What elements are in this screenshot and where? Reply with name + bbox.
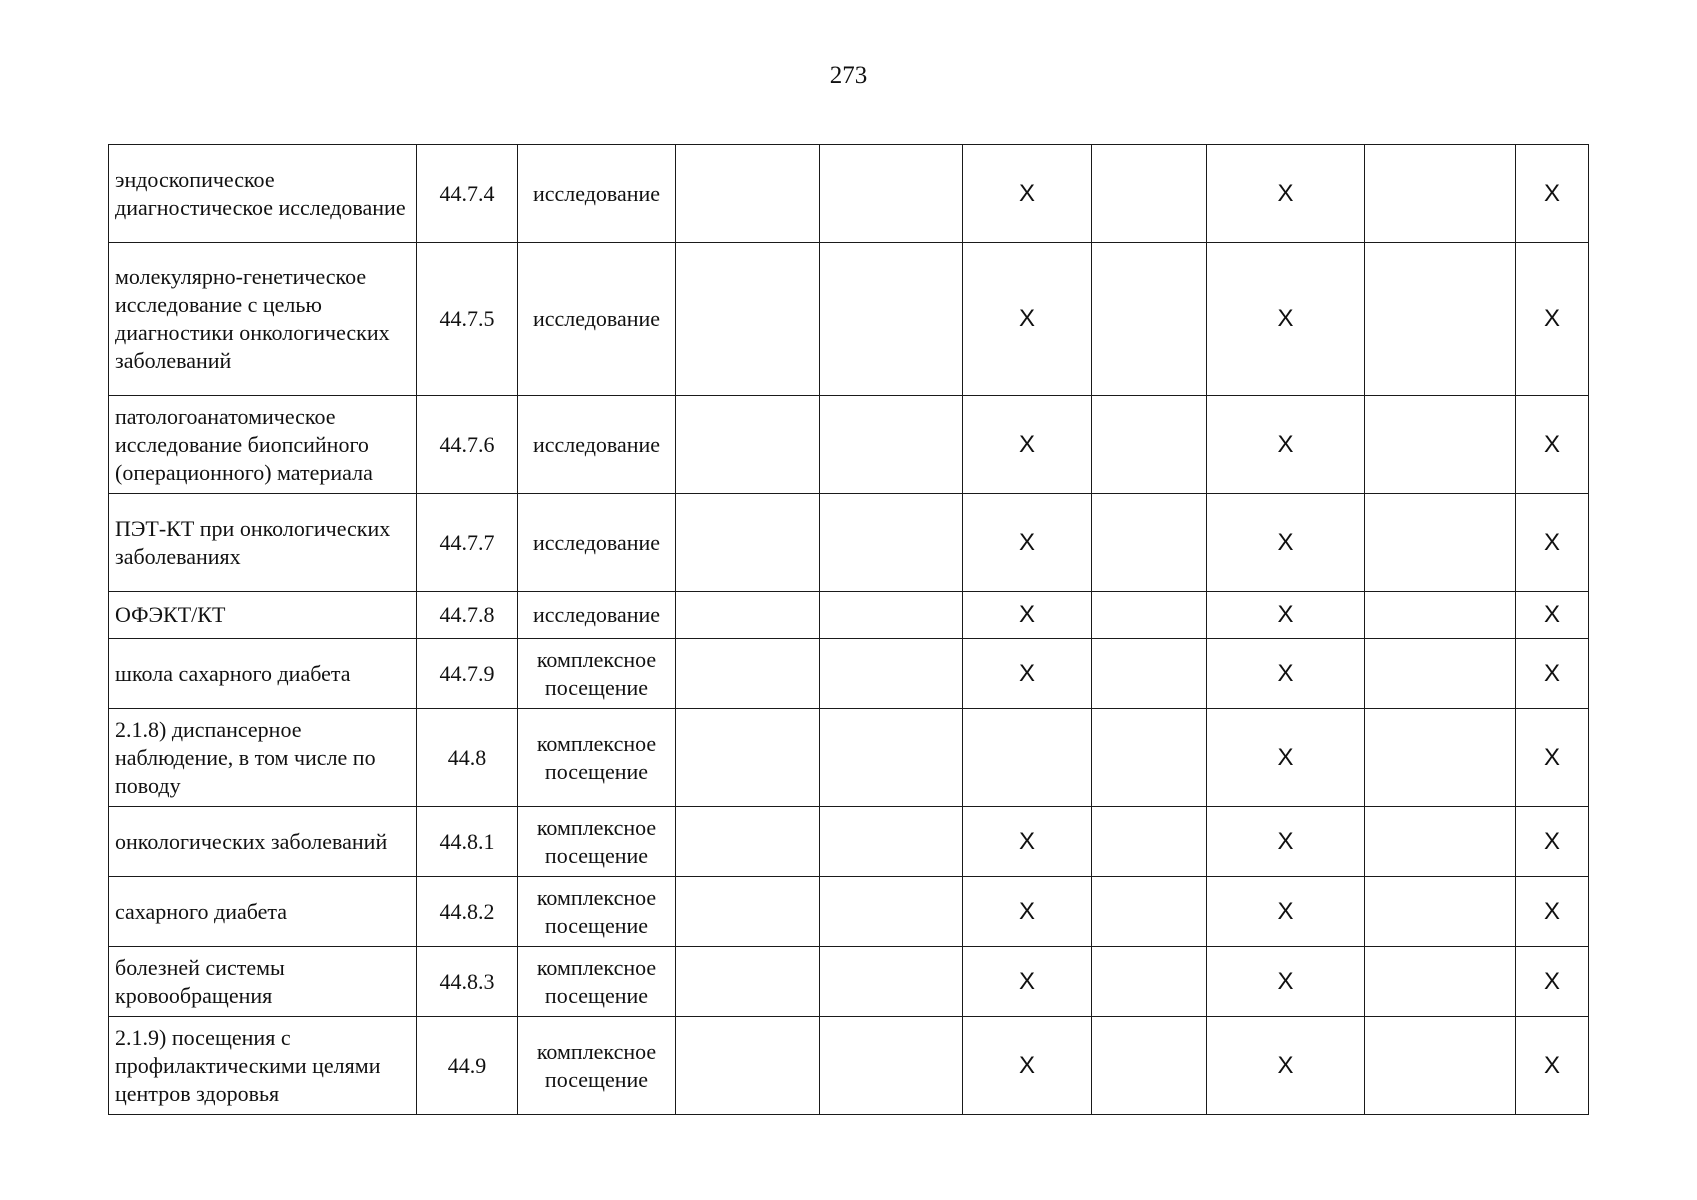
value-cell-1 bbox=[676, 145, 820, 243]
table-body bbox=[109, 145, 1589, 1115]
value-cell-6 bbox=[1365, 877, 1516, 947]
row-unit-cell: комплексное посещение bbox=[518, 947, 676, 1017]
data-table bbox=[108, 144, 1589, 1115]
table-row bbox=[109, 639, 1589, 709]
value-cell-7: X bbox=[1516, 396, 1589, 494]
value-cell-7: X bbox=[1516, 947, 1589, 1017]
value-cell-3: X bbox=[963, 1017, 1092, 1115]
table-row bbox=[109, 396, 1589, 494]
value-cell-6 bbox=[1365, 396, 1516, 494]
row-code-cell: 44.8.1 bbox=[417, 807, 518, 877]
row-code-cell: 44.8.2 bbox=[417, 877, 518, 947]
row-name-cell: сахарного диабета bbox=[109, 877, 417, 947]
value-cell-3: X bbox=[963, 592, 1092, 639]
value-cell-4 bbox=[1092, 639, 1207, 709]
table-row bbox=[109, 145, 1589, 243]
value-cell-1 bbox=[676, 947, 820, 1017]
value-cell-6 bbox=[1365, 639, 1516, 709]
row-code-cell: 44.7.7 bbox=[417, 494, 518, 592]
value-cell-4 bbox=[1092, 243, 1207, 396]
table-row bbox=[109, 592, 1589, 639]
value-cell-2 bbox=[820, 494, 963, 592]
value-cell-1 bbox=[676, 807, 820, 877]
value-cell-4 bbox=[1092, 877, 1207, 947]
value-cell-2 bbox=[820, 639, 963, 709]
row-name-cell: патологоанатомическое исследование биопсийного (операционного) материала bbox=[109, 396, 417, 494]
value-cell-2 bbox=[820, 1017, 963, 1115]
row-code-cell: 44.7.5 bbox=[417, 243, 518, 396]
value-cell-5: X bbox=[1207, 877, 1365, 947]
value-cell-5: X bbox=[1207, 396, 1365, 494]
value-cell-6 bbox=[1365, 709, 1516, 807]
value-cell-4 bbox=[1092, 807, 1207, 877]
row-unit-cell: исследование bbox=[518, 396, 676, 494]
value-cell-3: X bbox=[963, 145, 1092, 243]
value-cell-1 bbox=[676, 494, 820, 592]
value-cell-6 bbox=[1365, 145, 1516, 243]
value-cell-1 bbox=[676, 396, 820, 494]
row-name-cell: эндоскопическое диагностическое исследование bbox=[109, 145, 417, 243]
row-code-cell: 44.9 bbox=[417, 1017, 518, 1115]
value-cell-7: X bbox=[1516, 709, 1589, 807]
table-row bbox=[109, 243, 1589, 396]
table-row bbox=[109, 877, 1589, 947]
row-unit-cell: исследование bbox=[518, 145, 676, 243]
value-cell-5: X bbox=[1207, 947, 1365, 1017]
row-name-cell: онкологических заболеваний bbox=[109, 807, 417, 877]
value-cell-6 bbox=[1365, 807, 1516, 877]
value-cell-2 bbox=[820, 396, 963, 494]
table-row bbox=[109, 807, 1589, 877]
row-name-cell: 2.1.9) посещения с профилактическими целями центров здоровья bbox=[109, 1017, 417, 1115]
value-cell-7: X bbox=[1516, 592, 1589, 639]
row-unit-cell: комплексное посещение bbox=[518, 709, 676, 807]
value-cell-1 bbox=[676, 1017, 820, 1115]
value-cell-7: X bbox=[1516, 877, 1589, 947]
row-name-cell: ОФЭКТ/КТ bbox=[109, 592, 417, 639]
value-cell-5: X bbox=[1207, 592, 1365, 639]
value-cell-2 bbox=[820, 243, 963, 396]
table-row bbox=[109, 494, 1589, 592]
value-cell-2 bbox=[820, 947, 963, 1017]
value-cell-1 bbox=[676, 877, 820, 947]
table-row bbox=[109, 1017, 1589, 1115]
value-cell-5: X bbox=[1207, 807, 1365, 877]
row-unit-cell: комплексное посещение bbox=[518, 877, 676, 947]
value-cell-4 bbox=[1092, 494, 1207, 592]
row-code-cell: 44.8 bbox=[417, 709, 518, 807]
row-code-cell: 44.7.6 bbox=[417, 396, 518, 494]
value-cell-6 bbox=[1365, 592, 1516, 639]
row-name-cell: молекулярно-генетическое исследование с целью диагностики онкологических заболеваний bbox=[109, 243, 417, 396]
row-code-cell: 44.7.8 bbox=[417, 592, 518, 639]
value-cell-3: X bbox=[963, 639, 1092, 709]
row-unit-cell: комплексное посещение bbox=[518, 1017, 676, 1115]
value-cell-7: X bbox=[1516, 145, 1589, 243]
value-cell-3: X bbox=[963, 947, 1092, 1017]
value-cell-4 bbox=[1092, 145, 1207, 243]
row-unit-cell: комплексное посещение bbox=[518, 639, 676, 709]
row-unit-cell: исследование bbox=[518, 592, 676, 639]
value-cell-7: X bbox=[1516, 1017, 1589, 1115]
value-cell-4 bbox=[1092, 709, 1207, 807]
value-cell-4 bbox=[1092, 947, 1207, 1017]
value-cell-6 bbox=[1365, 243, 1516, 396]
value-cell-2 bbox=[820, 145, 963, 243]
value-cell-5: X bbox=[1207, 709, 1365, 807]
value-cell-5: X bbox=[1207, 494, 1365, 592]
value-cell-3 bbox=[963, 709, 1092, 807]
value-cell-2 bbox=[820, 807, 963, 877]
table-row bbox=[109, 709, 1589, 807]
value-cell-1 bbox=[676, 709, 820, 807]
value-cell-6 bbox=[1365, 947, 1516, 1017]
value-cell-1 bbox=[676, 243, 820, 396]
value-cell-2 bbox=[820, 877, 963, 947]
table-row bbox=[109, 947, 1589, 1017]
value-cell-7: X bbox=[1516, 243, 1589, 396]
value-cell-7: X bbox=[1516, 807, 1589, 877]
page-number: 273 bbox=[829, 62, 868, 89]
value-cell-5: X bbox=[1207, 243, 1365, 396]
row-code-cell: 44.7.4 bbox=[417, 145, 518, 243]
value-cell-6 bbox=[1365, 494, 1516, 592]
value-cell-6 bbox=[1365, 1017, 1516, 1115]
row-unit-cell: исследование bbox=[518, 494, 676, 592]
row-code-cell: 44.8.3 bbox=[417, 947, 518, 1017]
value-cell-7: X bbox=[1516, 639, 1589, 709]
value-cell-2 bbox=[820, 592, 963, 639]
value-cell-3: X bbox=[963, 243, 1092, 396]
value-cell-1 bbox=[676, 639, 820, 709]
row-unit-cell: комплексное посещение bbox=[518, 807, 676, 877]
row-name-cell: 2.1.8) диспансерное наблюдение, в том числе по поводу bbox=[109, 709, 417, 807]
value-cell-3: X bbox=[963, 494, 1092, 592]
value-cell-5: X bbox=[1207, 145, 1365, 243]
value-cell-3: X bbox=[963, 807, 1092, 877]
value-cell-4 bbox=[1092, 1017, 1207, 1115]
row-name-cell: школа сахарного диабета bbox=[109, 639, 417, 709]
value-cell-5: X bbox=[1207, 1017, 1365, 1115]
row-code-cell: 44.7.9 bbox=[417, 639, 518, 709]
value-cell-3: X bbox=[963, 396, 1092, 494]
row-name-cell: болезней системы кровообращения bbox=[109, 947, 417, 1017]
value-cell-4 bbox=[1092, 592, 1207, 639]
value-cell-1 bbox=[676, 592, 820, 639]
value-cell-2 bbox=[820, 709, 963, 807]
row-unit-cell: исследование bbox=[518, 243, 676, 396]
value-cell-7: X bbox=[1516, 494, 1589, 592]
value-cell-5: X bbox=[1207, 639, 1365, 709]
value-cell-3: X bbox=[963, 877, 1092, 947]
value-cell-4 bbox=[1092, 396, 1207, 494]
row-name-cell: ПЭТ-КТ при онкологических заболеваниях bbox=[109, 494, 417, 592]
